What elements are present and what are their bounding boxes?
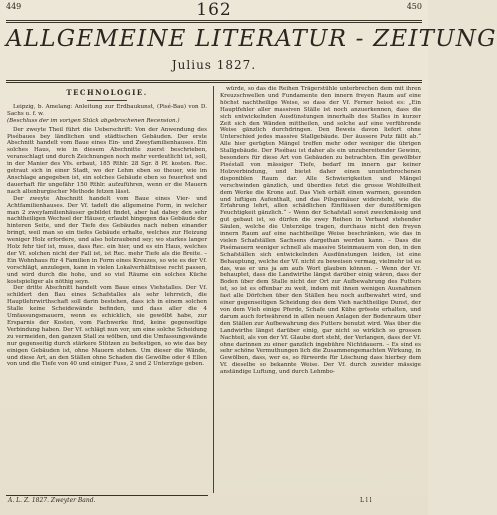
body-paragraph: Der zweyte Theil führt die Ueberschrift: Von der Anwendung des Pisébaues bey ländlichen und städtischen Gebäuden. Der erste Abschnitt handelt vom Baue eines Ein- und Zweyfamilienhauses. Ein solches Haus, wie in diesem Abschnitte zuerst beschrieben, veranschlagt und durch Zeichnungen noch mehr verdeutlicht ist, soll, in der Manier des Vfs. erbaut, 185 Rthlr. 28 Sgr. 8 Pf. kosten. Rec. getraut sich in einer Stadt, wo der Lehm eben so theuer, wie im Anschlage angegeben ist, ein solches Gebäude eben so feuerfest und dauerhaft für ungefähr 150 Rthlr. aufzuführen, wenn er die Mauern nach altenburgischer Methode fetzen lässt. <box>7 126 207 195</box>
masthead-title: ALLGEMEINE LITERATUR - ZEITUNG <box>6 26 497 52</box>
body-paragraph: Der dritte Abschnitt handelt vom Baue eines Viehstalles. Der Vf. schildert den Bau eines Schafstalles als sehr lehrreich, die Hauptlehrwirthschaft soll darin bestehen, dass ich in einem solchen Stalle keine Scheidewände befinden, und dass aller die 4 Umfassungsmauern, wenn es schicklich, sie gewölbt habe, zur Ersparnis der Kosten, vom Fachwerke find, keine gegenseitige Verbindung haben. Der Vf. schlägt nun vor, um eine solche Scheidung zu vermeiden, den ganzen Stall zu wölben, und die Umfassungswände nur gegenseitig durch stärkere Stützen zu befestigen, so wie das bey einigen Gebäuden ist, ohne Mauern stehen. Um dieser die Wände, und diese Art, an den Ställen ohne Schaden die Gewölbe oder 4 Ellen von und die Tiefe von 40 und einiger Fuss, 2 und 2 Unterzüge geben. <box>7 285 207 368</box>
header-rule-top-2 <box>6 22 422 23</box>
section-title: TECHNOLOGIE. <box>66 88 148 97</box>
page-number-right: 450 <box>406 2 422 11</box>
book-citation: Leipzig, b. Amelang: Anleitung zur Erdbaukunst, (Pisé-Bau) von D. Sachs u. f. w. <box>7 103 207 117</box>
header-rule-top <box>6 20 422 21</box>
header-rule-bottom <box>6 80 422 81</box>
signature-mark: L l l <box>360 497 372 504</box>
body-paragraph: Der zweyte Abschnitt handelt vom Baue eines Vier- und Achtfamilienhauses. Der Vf. tadelt die allgemeine Form, in welcher man 2 zweyfamilienhäuser gebildet findet, aber hat dabey den sehr nachtheiligen Wechsel der Häuser, erlaubt hingegen das Gebäude der hinteren Seite, und der Tiefe des Gebäudes nach neben einander bringt, weil man so ein tiefes Gebäude erhalte, welches zur Heizung weniger Holz erfordere, und also holzraubend sey; wo starkes langer Holz fehr tief ist, muss, dass Rec. ein hier, und es ein Haus, welches der Vf. solchen nicht der Fall ist, ist Rec. mehr Tiefe als die Breite. – Ein Wohnhaus für 4 Familien in Form eines Kreuzes, so wie es der Vf. vorschlägt, anzulegen, kann in vielen Lokalverhältnisse recht passen, und wird durch die hohe, und so viel Räume ein solches Küche kostspieliger als nöthig seyn. <box>7 195 207 285</box>
left-column <box>7 86 207 368</box>
footer-rule <box>6 495 208 496</box>
page-number-center: 162 <box>196 0 232 20</box>
volume-footer: A. L. Z. 1827. Zweyter Band. <box>8 497 96 504</box>
continuation-note: (Beschluss der im vorigen Stück abgebrochenen Recension.) <box>7 117 180 124</box>
issue-date: Julius 1827. <box>171 58 257 72</box>
column-separator <box>213 86 214 493</box>
header-rule-bottom-2 <box>6 82 422 83</box>
body-paragraph: würde, so das die Reihen Trägerstühle unterbrechen dem mit ihren Kreuzschwellen und Fundamente den innern freyen Raum auf eine höchst nachtheilige Weise, so dass der Vf. Ferner heisst es: „Ein Hauptfehler aller massiven Ställe ist noch anzuerkennen, dass die sich entwickelnden Ausdünstungen innerhalb des Stalles in kurzer Zeit sich den Wänden mittheilen, und solche auf eine verführende Weise gänzlich durchdringen. Den Beweis davon liefert ohne Unterschied jedes massive Stallgebäude. Der äussere Putz fällt ab.“ Alle hier gerügten Mängel treffen mehr oder weniger die übrigen Stallgebäude. Der Pisébau ist daher als ein unzubereitender Gewinn, besonders für diese Art von Gebäuden zu betrachten. Ein gewölbter Piséstall von mässiger Tiefe, bedarf im innern gar keiner Holzverbindung, und bietet daher einen ununterbrochenen disponiblen Raum dar. Alle Schwierigkeiten und Mängel verschwinden gänzlich, und überdies fetzt die grosse Wohlfeilheit dem Werke die Krone auf. Das Vieh erhält einen warmen, gesunden und luftigen Aufenthalt, und das Pilsgemäuer widersteht, wie die Erfahrung lehrt, allen schädlichen Einflüssen der dunstförmigen Feuchtigkeit gänzlich.“ – Wenn der Schafstall sonst zweckmässig und gut gebaut ist, so dürfen die zwey Reihen in Verband stehender Säulen, welche die Unterzüge tragen, durchaus nicht den freyen innern Raum auf eine nachtheilige Weise beschränken, wie das in vielen Schafställen Sachsens dargethan werden kann. – Dass die Pisémauern weniger schnell als massive Steinmauern von den, in den Schafställen sich entwickelnden Ausdünstungen leiden, ist eine Behauptung, welche der Vf. nicht zu beweisen vermag, vielmehr ist es das, was er uns ja am aufs Wort glauben können. – Wenn der Vf. behauptet, dass die Landwirthe längst darüber einig wären, dass der Boden über dem Stalle nicht der Ort zur Aufbewahrung des Futters ist, so ist es offenbar zu weit, indem mit ihnen wenigen Ausnahmen fast alle Dörfchen über den Ställen heu noch aufbewahrt wird, und einer gegenseitigen Scheidung des dem Vieh nachtheilige Dunst, der von dem Vieh einige Pferde, Schafe und Kühe grösste erhalten, und darum auch fortwährend in allen neuen Anlagen der Bodenraum über den Ställen zur Aufbewahrung des Futters benutzt wird. Was über die Landwirthe längst darüber einig, gar nicht so wirklich so grossen Nachteil, als von der Vf. Glaube dort steht, der Verlangen, dass der Vf. ohne darinnen zu einer ganzlich ingebühre Nichtdauern. – Es sind es sehr schöne Vermuthungen lich die Zusammengemachten Wirkung, in Gewölben, dass, wer es, so fürwerde für Löschung dass hierbey dem Vf. dieselbe so bekannte Weise. Der Vf. durch zuwider mässige anständige Luftung, und durch Lehmbo- <box>220 86 421 376</box>
section-divider <box>87 100 127 101</box>
page-number-left: 449 <box>6 2 22 11</box>
right-column <box>220 86 421 376</box>
